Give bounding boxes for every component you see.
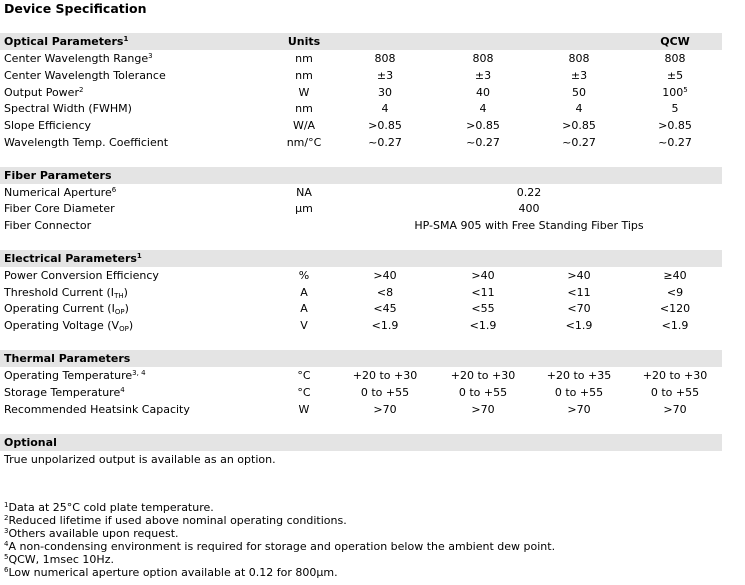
cell-value: 808 <box>374 52 396 65</box>
cell-value: +20 to +30 <box>642 369 708 382</box>
row-unit: nm <box>295 102 313 115</box>
table-row <box>0 267 722 284</box>
cell-value: <8 <box>376 286 394 299</box>
table-row <box>0 200 722 217</box>
table-row <box>0 67 722 84</box>
optional-header-row <box>0 434 722 451</box>
cell-value: 50 <box>572 86 586 99</box>
electrical-header-row <box>0 250 722 267</box>
cell-value: >0.85 <box>368 119 402 132</box>
table-row <box>0 217 722 234</box>
cell-value: +20 to +30 <box>450 369 516 382</box>
optional-text: True unpolarized output is available as an option. <box>4 453 276 466</box>
fiber-section-title: Fiber Parameters <box>4 169 112 182</box>
cell-value: 0.22 <box>516 186 542 199</box>
cell-value: ~0.27 <box>368 136 402 149</box>
cell-value: ~0.27 <box>658 136 692 149</box>
row-label: Operating Current $(I_{OP})$ <box>4 302 129 316</box>
row-unit: °C <box>297 369 311 382</box>
cell-value: $100^5$ <box>662 86 688 99</box>
row-label: Fiber Core Diameter <box>4 202 115 215</box>
footnote: $^4$A non-condensing environment is required for storage and operation below the ambient dew point. <box>4 540 556 553</box>
row-unit: NA <box>296 186 312 199</box>
cell-value: >70 <box>373 403 397 416</box>
row-unit: % <box>298 269 310 282</box>
cell-value: <1.9 <box>661 319 689 332</box>
cell-value: <70 <box>567 302 591 315</box>
row-unit: nm <box>295 69 313 82</box>
cell-value: ±3 <box>376 69 394 82</box>
cell-value: >40 <box>373 269 397 282</box>
table-row <box>0 100 722 117</box>
cell-value: 808 <box>472 52 494 65</box>
row-label: Output Power$^2$ <box>4 86 84 99</box>
footnote: $^6$Low numerical aperture option available at 0.12 for 800μm. <box>4 566 338 579</box>
thermal-section-title: Thermal Parameters <box>4 352 131 365</box>
row-unit: V <box>300 319 308 332</box>
table-row <box>0 117 722 134</box>
cell-value: ≥40 <box>663 269 687 282</box>
table-row <box>0 84 722 101</box>
cell-value: ±3 <box>570 69 588 82</box>
cell-value: >40 <box>471 269 495 282</box>
footnote: $^1$Data at 25°C cold plate temperature. <box>4 501 214 514</box>
cell-value: 400 <box>518 202 540 215</box>
row-label: Center Wavelength Range$^3$ <box>4 52 153 65</box>
table-row <box>0 50 722 67</box>
cell-value: +20 to +30 <box>352 369 418 382</box>
row-label: Power Conversion Efficiency <box>4 269 159 282</box>
electrical-section-title: Electrical Parameters$^1$ <box>4 252 142 265</box>
row-label: Numerical Aperture$^6$ <box>4 186 117 199</box>
cell-value: >70 <box>471 403 495 416</box>
row-label: Recommended Heatsink Capacity <box>4 403 190 416</box>
cell-value: 40 <box>476 86 490 99</box>
cell-value: 0 to +55 <box>650 386 700 399</box>
page-title: Device Specification <box>4 1 147 16</box>
cell-value: 4 <box>479 102 487 115</box>
cell-value: 808 <box>664 52 686 65</box>
table-row <box>0 300 722 317</box>
fiber-header-row <box>0 167 722 184</box>
row-label: Wavelength Temp. Coefficient <box>4 136 169 149</box>
cell-value: >70 <box>567 403 591 416</box>
row-unit: nm <box>295 52 313 65</box>
table-row <box>0 384 722 401</box>
cell-value: ±3 <box>474 69 492 82</box>
cell-value: <11 <box>567 286 591 299</box>
cell-value: 808 <box>568 52 590 65</box>
cell-value: 0 to +55 <box>554 386 604 399</box>
optical-section-title: Optical Parameters$^1$ <box>4 35 129 48</box>
footnote: $^5$QCW, 1msec 10Hz. <box>4 553 114 566</box>
cell-value: <120 <box>659 302 691 315</box>
row-label: Storage Temperature$^4$ <box>4 386 125 399</box>
row-label: Fiber Connector <box>4 219 92 232</box>
table-row <box>0 401 722 418</box>
cell-value: 30 <box>378 86 392 99</box>
row-unit: A <box>300 286 308 299</box>
table-row <box>0 134 722 151</box>
cell-value: >0.85 <box>466 119 500 132</box>
footnote: $^2$Reduced lifetime if used above nominal operating conditions. <box>4 514 347 527</box>
cell-value: <45 <box>373 302 397 315</box>
row-label: Operating Temperature$^{3, 4}$ <box>4 369 146 382</box>
cell-value: ~0.27 <box>466 136 500 149</box>
row-label: Slope Efficiency <box>4 119 92 132</box>
cell-value: >70 <box>663 403 687 416</box>
table-row <box>0 317 722 334</box>
cell-value: >0.85 <box>658 119 692 132</box>
cell-value: 4 <box>575 102 583 115</box>
row-unit: W/A <box>292 119 316 132</box>
cell-value: <55 <box>471 302 495 315</box>
row-label: Spectral Width (FWHM) <box>4 102 132 115</box>
cell-value: <1.9 <box>371 319 399 332</box>
row-unit: °C <box>297 386 311 399</box>
qcw-column-header: QCW <box>660 35 690 48</box>
cell-value: HP-SMA 905 with Free Standing Fiber Tips <box>414 219 644 232</box>
cell-value: >0.85 <box>562 119 596 132</box>
optical-header-row <box>0 33 722 50</box>
cell-value: <9 <box>666 286 684 299</box>
units-column-header: Units <box>287 35 321 48</box>
optional-section-title: Optional <box>4 436 57 449</box>
cell-value: <11 <box>471 286 495 299</box>
cell-value: 5 <box>671 102 679 115</box>
cell-value: 0 to +55 <box>458 386 508 399</box>
cell-value: ±5 <box>666 69 684 82</box>
cell-value: +20 to +35 <box>546 369 612 382</box>
thermal-header-row <box>0 350 722 367</box>
optional-text-row <box>0 451 722 468</box>
cell-value: <1.9 <box>469 319 497 332</box>
row-unit: W <box>298 86 310 99</box>
cell-value: ~0.27 <box>562 136 596 149</box>
cell-value: >40 <box>567 269 591 282</box>
row-label: Threshold Current $(I_{TH})$ <box>4 286 128 300</box>
table-row <box>0 184 722 201</box>
row-unit: nm/°C <box>286 136 322 149</box>
row-unit: W <box>298 403 310 416</box>
table-row <box>0 284 722 301</box>
cell-value: <1.9 <box>565 319 593 332</box>
table-row <box>0 367 722 384</box>
footnote: $^3$Others available upon request. <box>4 527 179 540</box>
cell-value: 4 <box>381 102 389 115</box>
row-label: Operating Voltage $(V_{OP})$ <box>4 319 134 333</box>
row-unit: A <box>300 302 308 315</box>
cell-value: 0 to +55 <box>360 386 410 399</box>
row-label: Center Wavelength Tolerance <box>4 69 166 82</box>
row-unit: μm <box>295 202 313 215</box>
